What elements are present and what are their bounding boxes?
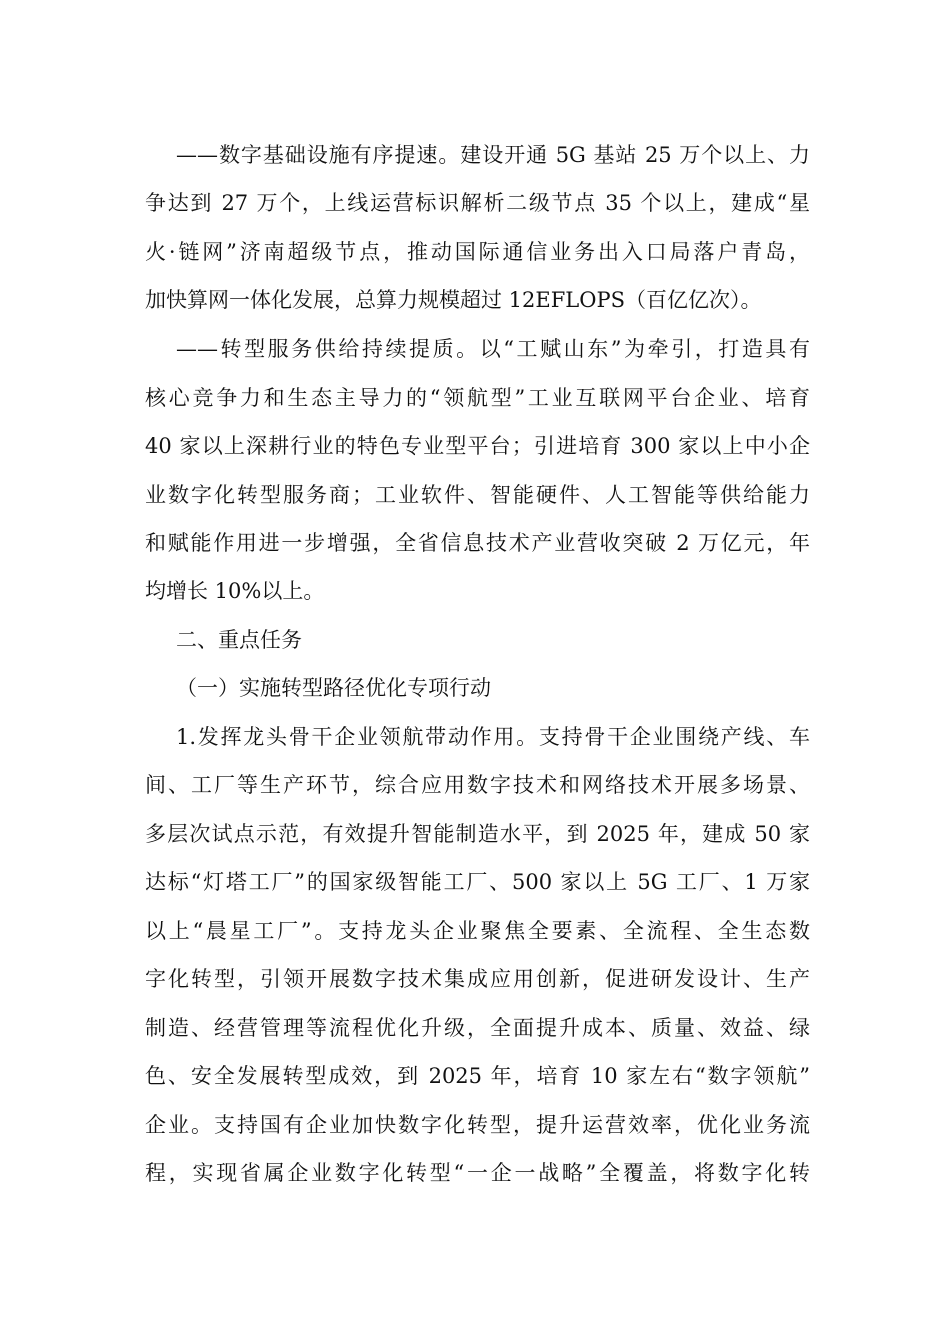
text-line: 制造、经营管理等流程优化升级，全面提升成本、质量、效益、绿: [145, 1016, 810, 1040]
text-line: 字化转型，引领开展数字技术集成应用创新，促进研发设计、生产: [145, 967, 810, 991]
subsection-heading: （一）实施转型路径优化专项行动: [176, 676, 491, 700]
text-line: 多层次试点示范，有效提升智能制造水平，到 2025 年，建成 50 家: [145, 822, 810, 846]
text-line: 1.发挥龙头骨干企业领航带动作用。支持骨干企业围绕产线、车: [176, 725, 810, 749]
text-line: 以上“晨星工厂”。支持龙头企业聚焦全要素、全流程、全生态数: [145, 919, 810, 943]
text-line: 和赋能作用进一步增强，全省信息技术产业营收突破 2 万亿元，年: [145, 531, 810, 555]
text-line: 间、工厂等生产环节，综合应用数字技术和网络技术开展多场景、: [145, 773, 810, 797]
text-line: ——数字基础设施有序提速。建设开通 5G 基站 25 万个以上、力: [176, 143, 810, 167]
section-heading: 二、重点任务: [176, 628, 302, 652]
text-line: 企业。支持国有企业加快数字化转型，提升运营效率，优化业务流: [145, 1113, 810, 1137]
text-line: 40 家以上深耕行业的特色专业型平台；引进培育 300 家以上中小企: [145, 434, 810, 458]
text-line: 达标“灯塔工厂”的国家级智能工厂、500 家以上 5G 工厂、1 万家: [145, 870, 810, 894]
text-line: 业数字化转型服务商；工业软件、智能硬件、人工智能等供给能力: [145, 483, 810, 507]
text-line: 争达到 27 万个，上线运营标识解析二级节点 35 个以上，建成“星: [145, 191, 810, 215]
text-line: 均增长 10%以上。: [145, 579, 325, 603]
text-line: ——转型服务供给持续提质。以“工赋山东”为牵引，打造具有: [176, 337, 810, 361]
text-line: 色、安全发展转型成效，到 2025 年，培育 10 家左右“数字领航”: [145, 1064, 810, 1088]
text-line: 火·链网”济南超级节点，推动国际通信业务出入口局落户青岛，: [145, 240, 810, 264]
text-line: 核心竞争力和生态主导力的“领航型”工业互联网平台企业、培育: [145, 386, 810, 410]
text-line: 程，实现省属企业数字化转型“一企一战略”全覆盖，将数字化转: [145, 1161, 810, 1185]
text-line: 加快算网一体化发展，总算力规模超过 12EFLOPS（百亿亿次）。: [145, 288, 762, 312]
